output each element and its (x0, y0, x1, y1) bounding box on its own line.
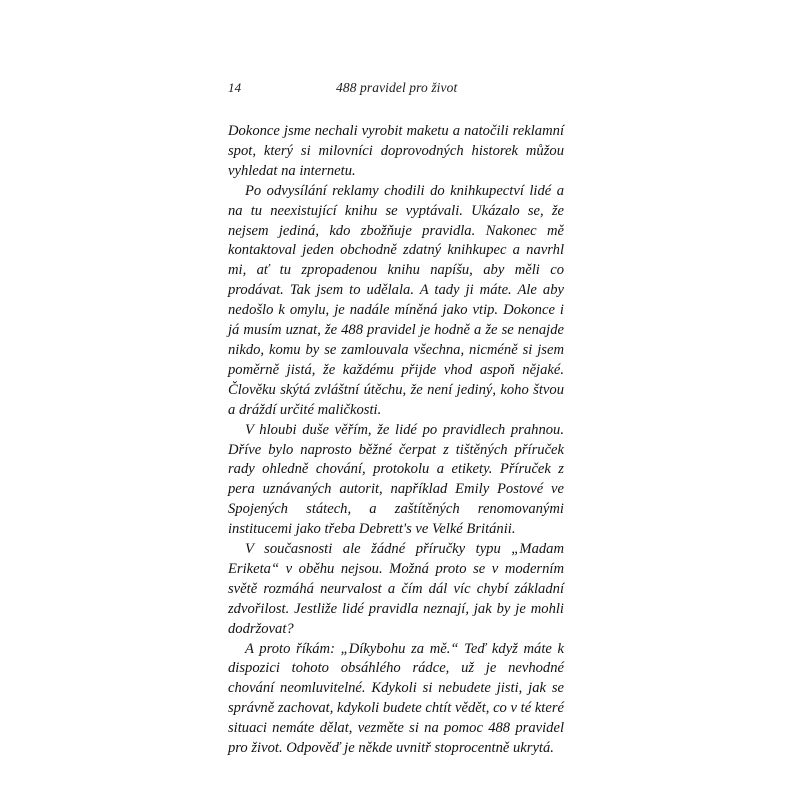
body-text (228, 122, 564, 759)
page-text-block (228, 80, 564, 759)
page-number: 14 (228, 80, 242, 95)
paragraph: V současnosti ale žádné příručky typu „Madam Eriketa“ v oběhu nejsou. Možná proto se v moderním světě rozmáhá neurvalost a čím dál víc chybí základní zdvořilost. Jestliže lidé pravidla neznají, jak by je mohli dodržovat? (228, 541, 564, 637)
running-title: 488 pravidel pro život (336, 80, 458, 95)
paragraph: A proto říkám: „Díkybohu za mě.“ Teď když máte k dispozici tohoto obsáhlého rádce, už je nevhodné chování neomluvitelné. Kdykoli si nebudete jisti, jak se správně zachovat, kdykoli budete chtít vědět, co v té které situaci nemáte dělat, vezměte si na pomoc 488 pravidel pro život. Odpověď je někde uvnitř stoprocentně ukrytá. (228, 640, 564, 757)
paragraph: V hloubi duše věřím, že lidé po pravidlech prahnou. Dříve bylo naprosto běžné čerpat z tištěných příruček rady ohledně chování, protokolu a etikety. Příruček z pera uznávaných autorit, například Emily Postové ve Spojených státech, a zaštítěných renomovanými institucemi jako třeba Debrett's ve Velké Británii. (228, 421, 564, 538)
running-head (228, 80, 564, 96)
paragraph: Dokonce jsme nechali vyrobit maketu a natočili reklamní spot, který si milovníci doprovodných historek můžou vyhledat na internetu. (228, 123, 564, 179)
paragraph: Po odvysílání reklamy chodili do knihkupectví lidé a na tu neexistující knihu se vyptávali. Ukázalo se, že nejsem jediná, kdo zbožňuje pravidla. Nakonec mě kontaktoval jeden obchodně zdatný knihkupec a navrhl mi, ať tu zpropadenou knihu napíšu, aby měli co prodávat. Tak jsem to udělala. A tady ji máte. Ale aby nedošlo k omylu, je nadále míněná jako vtip. Dokonce i já musím uznat, že 488 pravidel je hodně a že se nenajde nikdo, komu by se zamlouvala všechna, nicméně si jsem poměrně jistá, že každému přijde vhod aspoň nějaké. Člověku skýtá zvláštní útěchu, že není jediný, koho štvou a dráždí určité maličkosti. (228, 182, 564, 418)
